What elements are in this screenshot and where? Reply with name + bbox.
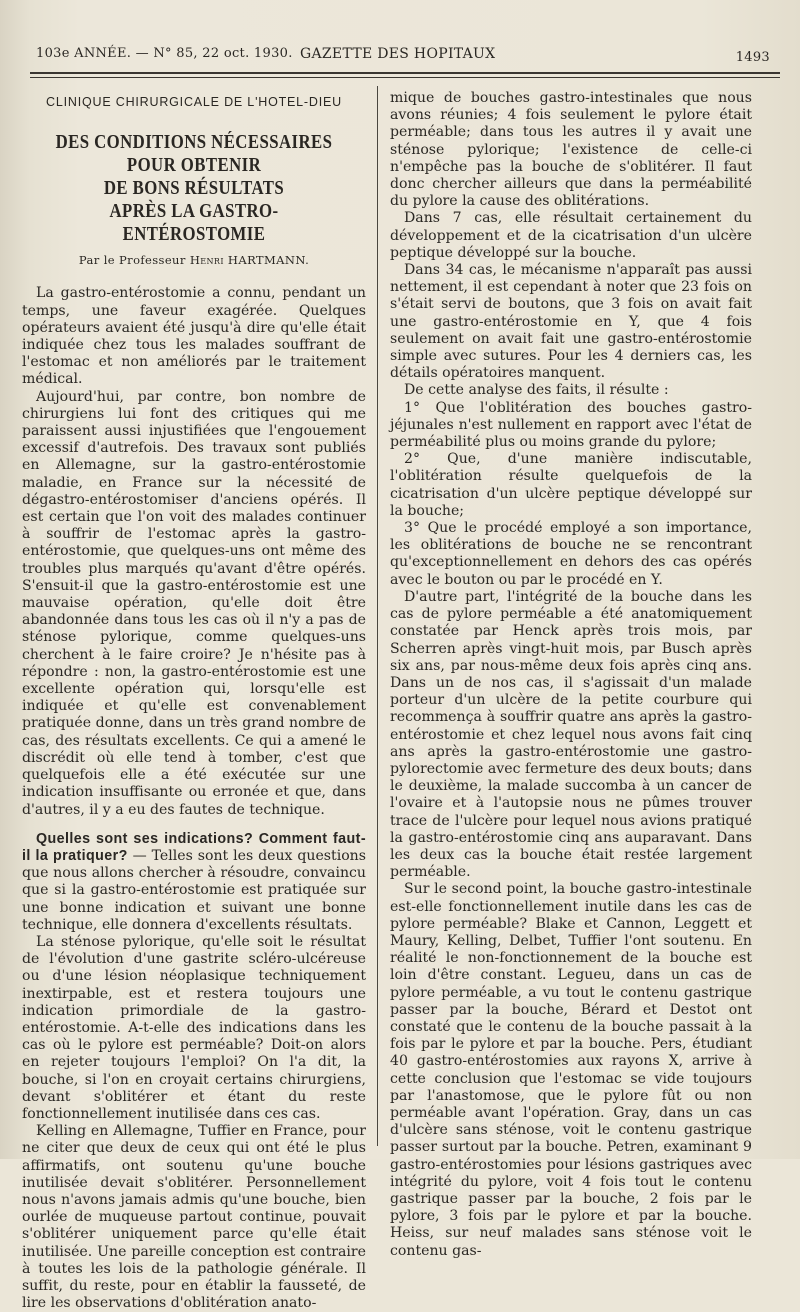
paragraph: mique de bouches gastro-intestinales que nous avons réunies; 4 fois seulement le pylore était perméable; dans tous les autres il y avait une sténose pylorique; l'existence de celle-ci n'empêche pas la bouche de s'oblitérer. Il faut donc chercher ailleurs que dans la perméabilité du pylore la cause des oblitérations. (390, 90, 752, 210)
header-rule-thick (30, 72, 780, 74)
header-rule-thin (30, 77, 780, 78)
author-prefix: Par le Professeur (78, 253, 186, 268)
author-line (22, 252, 366, 269)
paragraph: D'autre part, l'intégrité de la bouche dans les cas de pylore perméable a été anatomiquement constatée par Henck après trois mois, par Scherren après vingt-huit mois, par Busch après six ans, par nous-même deux fois après cinq ans. Dans un de nos cas, il s'agissait d'un malade porteur d'un ulcère de la petite courbure qui recommença à souffrir quatre ans après la gastro-entérostomie et chez lequel nous avons fait cinq ans après la gastro-entérostomie une gastro-pylorectomie avec fermeture des deux bouts; dans le deuxième, la malade succomba à un cancer de l'ovaire et à l'autopsie nous ne pûmes trouver trace de l'ulcère pour lequel nous avions pratiqué la gastro-entérostomie cinq ans auparavant. Dans les deux cas la bouche était restée largement perméable. (390, 588, 752, 881)
journal-title: GAZETTE DES HOPITAUX (300, 46, 496, 62)
list-item: 1° Que l'oblitération des bouches gastro-jéjunales n'est nullement en rapport avec l'état de perméabilité plus ou moins grande du pylore; (390, 399, 752, 451)
paragraph: La gastro-entérostomie a connu, pendant un temps, une faveur exagérée. Quelques opérateurs avaient été jusqu'à dire qu'elle était indiquée chez tous les malades souffrant de l'estomac et non améliorés par le traitement médical. (22, 285, 366, 388)
paragraph: Sur le second point, la bouche gastro-intestinale est-elle fonctionnellement inutile dans les cas de pylore perméable? Blake et Cannon, Leggett et Maury, Kelling, Delbet, Tuffier l'ont soutenu. En réalité le non-fonctionnement de la bouche est loin d'être constant. Legueu, dans un cas de pylore perméable, a vu tout le contenu gastrique passer par la bouche, Bérard et Destot ont constaté que le contenu de la bouche passait à la fois par le pylore et par la bouche. Pers, étudiant 40 gastro-entérostomies aux rayons X, arrive à cette conclusion que l'estomac se vide toujours par l'anastomose, que le pylore fût ou non perméable avant l'opération. Gray, dans un cas d'ulcère sans sténose, voit le contenu gastrique passer surtout par la bouche. Petren, examinant 9 gastro-entérostomies pour lésions gastriques avec intégrité du pylore, voit 4 fois tout le contenu gastrique passer par la bouche, 2 fois par le pylore, 3 fois par le pylore et par la bouche. Heiss, sur neuf malades sans sténose voit le contenu gas- (390, 881, 752, 1259)
section-heading: Quelles sont ses indications? Comment faut-il la pratiquer? (22, 830, 366, 864)
paragraph: Dans 34 cas, le mécanisme n'apparaît pas aussi nettement, il est cependant à noter que 23 fois on s'était servi de boutons, que 3 fois on avait fait une gastro-entérostomie en Y, que 4 fois seulement on avait fait une gastro-entérostomie simple avec sutures. Pour les 4 derniers cas, les détails opératoires manquent. (390, 262, 752, 382)
paragraph: De cette analyse des faits, il résulte : (404, 382, 669, 399)
section-spacer (22, 819, 366, 831)
page-number: 1493 (735, 50, 770, 65)
paragraph: Kelling en Allemagne, Tuffier en France, pour ne citer que deux de ceux qui ont été le plus affirmatifs, ont soutenu qu'une bouche inutilisée devait s'oblitérer. Personnellement nous n'avons jamais admis qu'une bouche, bien ourlée de muqueuse partout continue, pouvait s'oblitérer uniquement parce qu'elle était inutilisée. Une pareille conception est contraire à toutes les lois de la pathologie générale. Il suffit, du reste, pour en établir la fausseté, de lire les observations d'oblitération anato- (22, 1123, 366, 1312)
column-divider (377, 86, 378, 1146)
title-line: DES CONDITIONS NÉCESSAIRES POUR OBTENIR (55, 132, 333, 177)
paragraph: Dans 7 cas, elle résultait certainement du développement et de la cicatrisation d'un ulcère peptique développé sur la bouche. (390, 210, 752, 261)
page-header (36, 40, 778, 70)
list-item: 3° Que le procédé employé a son importance, les oblitérations de bouche ne se rencontrant qu'exceptionnellement en dehors des cas opérés avec le bouton ou par le procédé en Y. (390, 520, 752, 588)
list-item: 2° Que, d'une manière indiscutable, l'oblitération résulte quelquefois de la cicatrisation d'un ulcère peptique développé sur la bouche; (390, 451, 752, 519)
right-column (390, 90, 752, 1260)
issue-line: 103e ANNÉE. — N° 85, 22 oct. 1930. (36, 46, 293, 61)
clinic-heading: CLINIQUE CHIRURGICALE DE L'HOTEL-DIEU (46, 95, 342, 109)
paragraph: Aujourd'hui, par contre, bon nombre de chirurgiens lui font des critiques qui me paraissent aussi injustifiées que l'engouement excessif d'autrefois. Des travaux sont publiés en Allemagne, sur la gastro-entérostomie maladie, en France sur la nécessité de dégastro-entérostomiser d'anciens opérés. Il est certain que l'on voit des malades continuer à souffrir de l'estomac après la gastro-entérostomie, que quelques-uns ont même des troubles plus marqués qu'avant d'être opérés. S'ensuit-il que la gastro-entérostomie est une mauvaise opération, qu'elle doit être abandonnée dans tous les cas où il n'y a pas de sténose pylorique, comme quelques-uns cherchent à le faire croire? Je n'hésite pas à répondre : non, la gastro-entérostomie est une excellente opération qui, lorsqu'elle est indiquée et qu'elle est convenablement pratiquée donne, dans un très grand nombre de cas, des résultats excellents. Ce qui a amené le discrédit où elle tend à tomber, c'est que quelquefois elle a été exécutée sur une indication insuffisante ou erronée et que, dans d'autres, il y a eu des fautes de technique. (22, 388, 366, 818)
author-name: Henri HARTMANN. (189, 253, 310, 268)
paragraph: La sténose pylorique, qu'elle soit le résultat de l'évolution d'une gastrite scléro-ulcéreuse ou d'une lésion néoplasique techniquement inextirpable, est et restera toujours une indication primordiale de la gastro-entérostomie. A-t-elle des indications dans les cas où le pylore est perméable? Doit-on alors en rejeter toujours l'emploi? On l'a dit, la bouche, si l'on en croyait certains chirurgiens, devant s'oblitérer et étant du reste fonctionnellement inutilisée dans ces cas. (22, 933, 366, 1122)
title-line: DE BONS RÉSULTATS (103, 178, 285, 200)
title-line: APRÈS LA GASTRO-ENTÉROSTOMIE (109, 201, 279, 246)
section-text: — Telles sont les deux questions que nous allons chercher à résoudre, convaincu que si la gastro-entérostomie est pratiquée sur une bonne indication et suivant une bonne technique, elle donnera d'excellents résultats. (22, 847, 366, 933)
section-paragraph (22, 831, 366, 934)
left-column (22, 92, 366, 1312)
article-title (46, 131, 342, 246)
